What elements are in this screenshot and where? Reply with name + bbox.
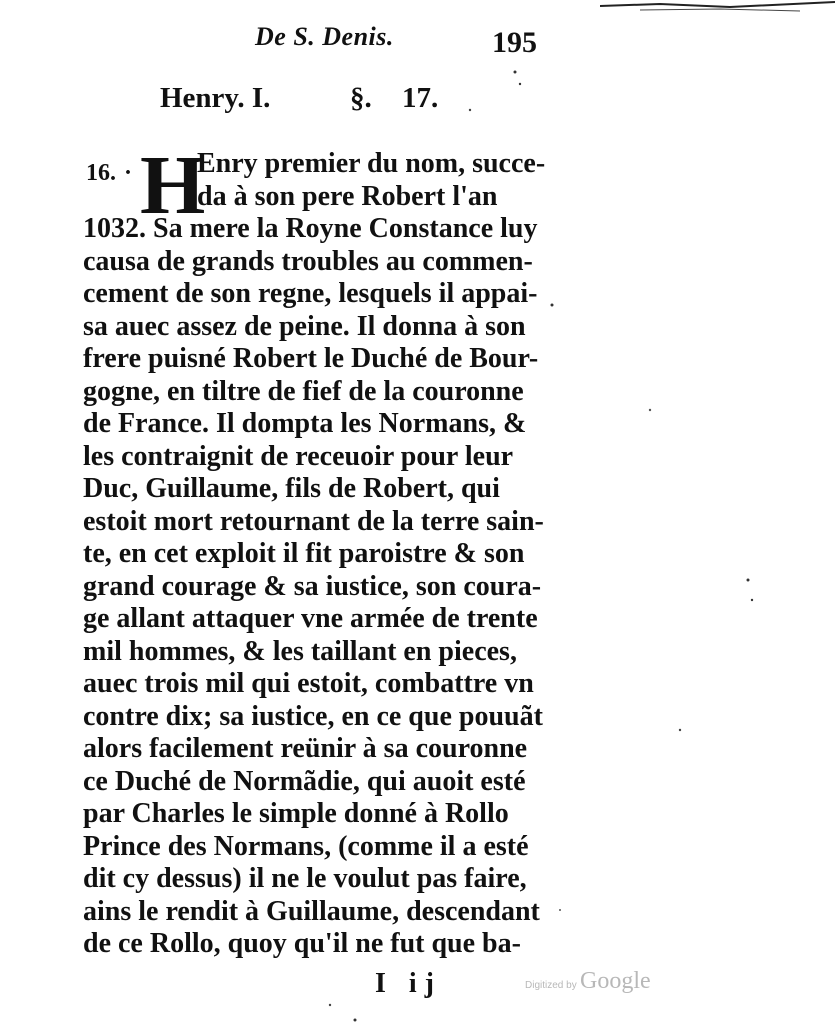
text-line: contre dix; sa iustice, en ce que pouuãt (83, 700, 543, 732)
running-head: De S. Denis. (255, 22, 394, 51)
margin-number (86, 160, 132, 187)
text-line: estoit mort retournant de la terre sain- (83, 505, 544, 537)
text-line: de ce Rollo, quoy qu'il ne fut que ba- (83, 928, 521, 959)
body-text (83, 213, 543, 961)
text-line: mil hommes, & les taillant en pieces, (83, 635, 517, 667)
text-line: grand courage & sa iustice, son coura- (83, 570, 542, 602)
text-line: ge allant attaquer vne armée de trente (83, 603, 538, 634)
page-number: 195 (492, 26, 537, 59)
text-line: Duc, Guillaume, fils de Robert, qui (83, 473, 500, 504)
text-line: auec trois mil qui estoit, combattre vn (83, 668, 534, 699)
text-line: alors facilement reünir à sa couronne (83, 733, 528, 764)
text-line: les contraignit de receuoir pour leur (83, 440, 514, 472)
margin-number-text: 16. (86, 160, 116, 186)
text-line: dit cy dessus) il ne le voulut pas faire, (83, 863, 527, 894)
text-line: cement de son regne, lesquels il appai- (83, 278, 538, 309)
google-watermark (525, 968, 685, 1002)
text-line: ains le rendit à Guillaume, descendant (83, 895, 540, 927)
watermark-brand: Google (580, 968, 651, 994)
text-line: par Charles le simple donné à Rollo (83, 798, 509, 829)
margin-dot: · (124, 160, 133, 186)
text-line: causa de grands troubles au commen- (83, 245, 533, 277)
signature-mark: I ij (375, 968, 442, 999)
text-line: 1032. Sa mere la Royne Constance luy (83, 213, 538, 244)
section-number: 17. (402, 82, 439, 114)
page-edge-mark (600, 0, 835, 14)
text-line: sa auec assez de peine. Il donna à son (83, 310, 526, 342)
text-line: Enry premier du nom, succe- (197, 148, 546, 179)
section-symbol: §. (350, 82, 372, 114)
text-line: Prince des Normans, (comme il a esté (83, 830, 529, 862)
text-line: ce Duché de Normãdie, qui auoit esté (83, 765, 526, 797)
drop-cap: H (140, 139, 206, 232)
watermark-prefix: Digitized by (525, 980, 577, 991)
first-lines-block (197, 148, 546, 213)
text-line: de France. Il dompta les Normans, & (83, 408, 527, 439)
text-line: te, en cet exploit il fit paroistre & son (83, 538, 525, 569)
text-line: frere puisné Robert le Duché de Bour- (83, 343, 539, 374)
text-line: da à son pere Robert l'an (197, 180, 498, 212)
section-ruler-name: Henry. I. (160, 82, 271, 114)
text-line: gogne, en tiltre de fief de la couronne (83, 375, 524, 407)
